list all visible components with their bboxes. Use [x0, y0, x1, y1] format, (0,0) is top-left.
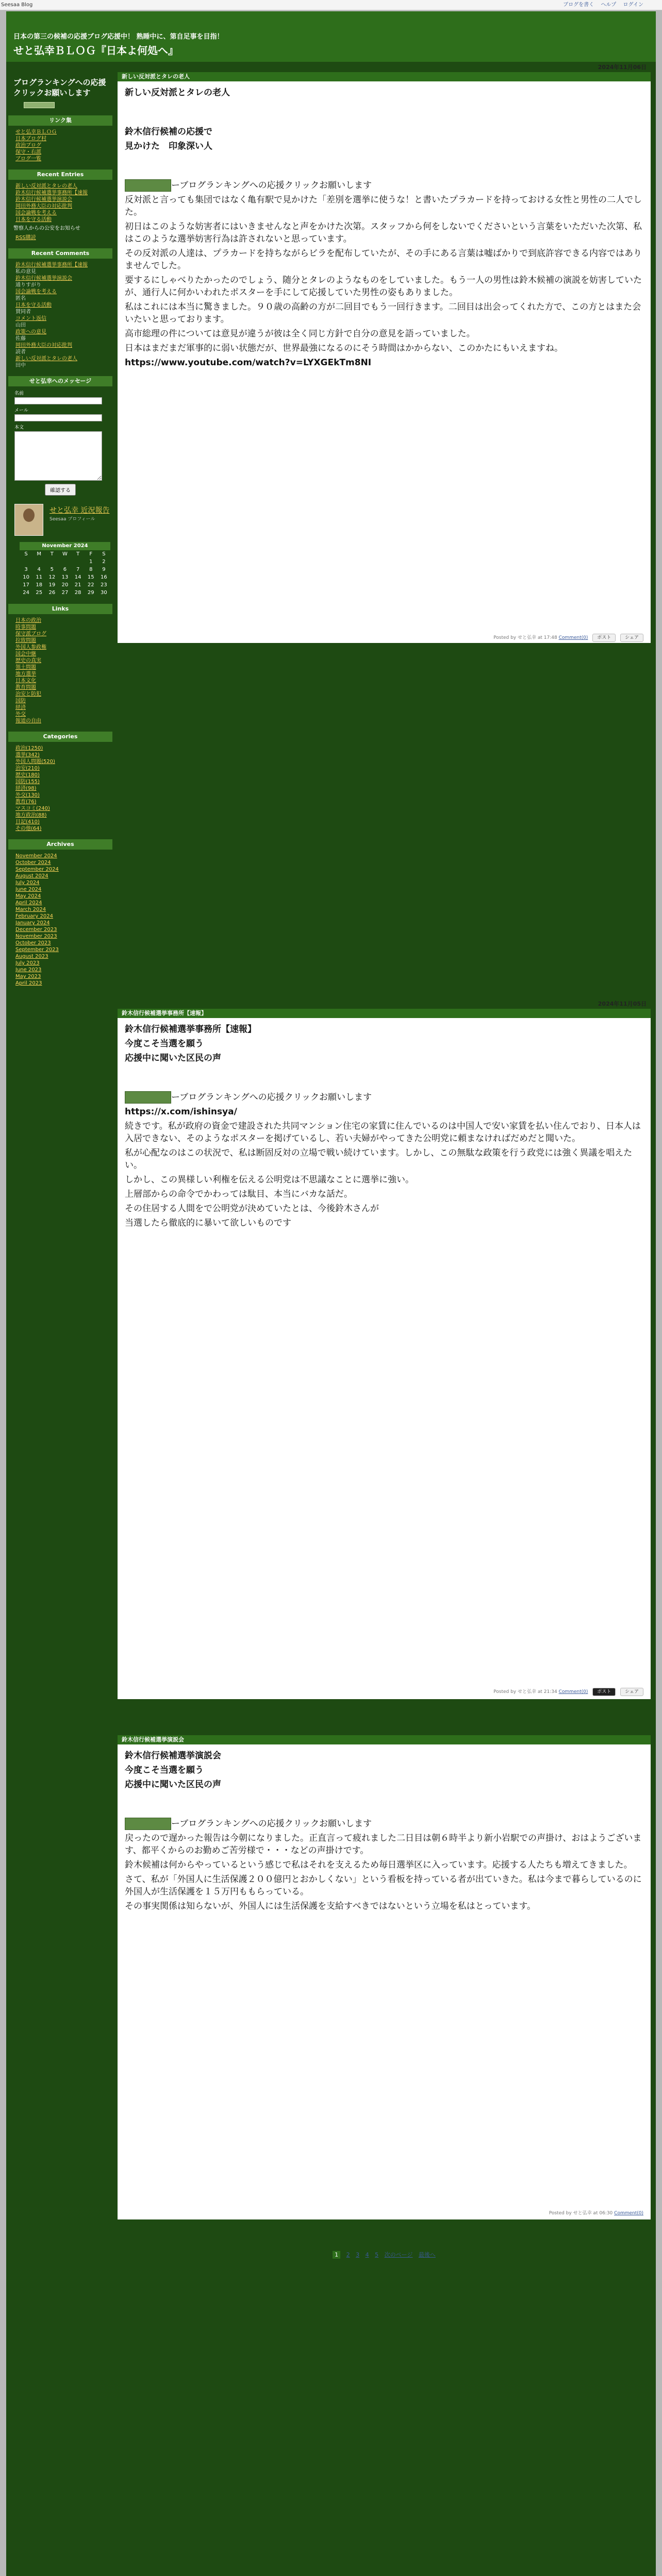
ranking-link[interactable]: 政治ブログ [15, 143, 41, 148]
recent-comments-heading: Recent Comments [8, 248, 112, 259]
recent-comment-link[interactable]: 佐藤 [15, 336, 26, 342]
profile-name[interactable]: せと弘幸 近況報告 [49, 506, 110, 515]
calendar-day[interactable]: 11 [36, 574, 43, 580]
post-heading-line: 新しい反対派とタレの老人 [125, 88, 230, 98]
links-heading: Links [8, 604, 112, 614]
recent-comment-link[interactable]: 匿名 [15, 296, 26, 301]
archive-link[interactable]: March 2024 [15, 907, 46, 912]
post-heading-line: 今度こそ当選を願う [125, 1765, 204, 1775]
body-textarea[interactable] [14, 431, 102, 481]
post-author: Posted by せと弘幸 at 06:30 [549, 2211, 613, 2216]
post-category-title[interactable]: 鈴木信行候補選挙演説会 [118, 1735, 651, 1744]
recent-comment-link[interactable]: 鈴木信行候補選挙事務所【速報 [15, 262, 88, 268]
body-label: 本文 [14, 425, 24, 430]
post-paragraph: その事実関係は知らないが、外国人には生活保護を支給すべきではないという立場を私はとっています。 [125, 1901, 536, 1911]
calendar-day[interactable]: 24 [23, 590, 29, 596]
category-link[interactable]: 選挙(342) [15, 752, 40, 758]
sidebar-link[interactable]: 経済 [15, 705, 26, 710]
post-paragraph: 上層部からの命令でかわっては駄目、本当にバカな話だ。 [125, 1189, 353, 1199]
recent-comment-link[interactable]: 読者 [15, 349, 26, 355]
archive-link[interactable]: July 2024 [15, 880, 40, 886]
archive-link[interactable]: June 2023 [15, 967, 42, 973]
sidebar-title: ブログランキングへの応援クリックお願いします [13, 78, 106, 97]
page-link[interactable]: 5 [375, 2251, 379, 2258]
post-paragraph: 私はこれには本当に驚きました。９０歳の高齢の方が二回目でもう一回行きます。二回目は出会ってくれた方で、この方とはまた会いたいと思っております。 [125, 302, 641, 325]
archive-link[interactable]: April 2023 [15, 980, 42, 986]
calendar-weekday: M [37, 551, 42, 557]
calendar-day[interactable]: 27 [61, 590, 69, 596]
calendar-day[interactable]: 18 [36, 582, 43, 588]
notice-text: 警察人からの公安をお知らせ [13, 226, 80, 231]
recent-entry-link[interactable]: 日本を守る活動 [15, 217, 52, 223]
calendar-day[interactable]: 9 [102, 567, 106, 572]
sidebar-link[interactable]: 国防 [15, 698, 26, 704]
post-date: 2024年11月06日 [598, 64, 647, 71]
categories-heading: Categories [8, 732, 112, 742]
ranking-link[interactable]: 日本ブログ村 [15, 136, 46, 142]
recent-comment-link[interactable]: 私の意見 [15, 269, 36, 275]
post-author: Posted by せと弘幸 at 17:48 [493, 635, 557, 640]
recent-comment-link[interactable]: コメント返信 [15, 316, 46, 321]
ranking-list [6, 129, 114, 162]
category-link[interactable]: 国防(155) [15, 779, 40, 785]
recent-entry-link[interactable]: 新しい反対派とタレの老人 [15, 183, 77, 189]
profile-sub[interactable]: Seesaa プロフィール [49, 517, 95, 522]
recent-comment-link[interactable]: 日本を守る活動 [15, 302, 52, 308]
ranking-banner[interactable] [125, 1091, 171, 1104]
category-link[interactable]: 教育(76) [15, 799, 37, 805]
post-category-title[interactable]: 新しい反対派とタレの老人 [118, 72, 651, 81]
category-link[interactable]: 外交(130) [15, 792, 40, 798]
calendar-day[interactable]: 2 [102, 559, 106, 565]
sidebar-link[interactable]: 保守派ブログ [15, 631, 46, 637]
avatar[interactable] [14, 504, 43, 536]
sidebar-link[interactable]: 治安と防犯 [15, 691, 41, 697]
calendar-weekday: S [24, 551, 28, 557]
blog-title[interactable]: せと弘幸ＢＬＯＧ『日本よ何処へ』 [13, 44, 178, 57]
calendar-day[interactable]: 13 [61, 574, 69, 580]
sidebar-link[interactable]: 時事問題 [15, 624, 36, 630]
calendar-month: November 2024 [20, 542, 110, 550]
calendar-day[interactable]: 26 [48, 590, 56, 596]
post-body [118, 1018, 651, 1229]
calendar [20, 542, 110, 597]
post-spacer [125, 1079, 643, 1091]
sidebar-link[interactable]: 日本の政治 [15, 618, 41, 623]
page-link[interactable]: 2 [346, 2251, 350, 2258]
recent-comment-link[interactable]: 国会論戦を考える [15, 289, 57, 295]
blog-post [118, 1001, 651, 1699]
archive-link[interactable]: September 2024 [15, 867, 59, 872]
post-paragraph: 日本はまだまだ軍事的に弱い状態だが、世界最強になるのにそう時間はかからない、このかたにもいえますね。 [125, 343, 563, 353]
calendar-day[interactable]: 30 [101, 590, 107, 596]
recent-comment-link[interactable]: 鈴木信行候補選挙演説会 [15, 276, 72, 281]
post-spacer [125, 1793, 643, 1805]
ranking-link[interactable]: 保守・右派 [15, 149, 41, 155]
blog-description: 日本の第三の候補の応援ブログ応援中！ 熟睡中に、第自足事を目指！ [13, 33, 224, 41]
archive-link[interactable]: February 2024 [15, 913, 53, 919]
calendar-weekday: S [102, 551, 106, 557]
sidebar-link[interactable]: 報道の自由 [15, 718, 41, 724]
post-paragraph: 高市総理の件については意見が違うが彼は全く同じ方針で自分の意見を語っていました。 [125, 329, 475, 339]
top-bar [0, 0, 662, 10]
category-link[interactable]: 歴史(180) [15, 772, 40, 778]
calendar-table [20, 550, 110, 597]
archive-link[interactable]: January 2024 [15, 920, 50, 926]
archive-link[interactable]: June 2024 [15, 887, 42, 892]
page-current: 1 [333, 2251, 340, 2259]
calendar-day[interactable]: 16 [101, 574, 107, 580]
calendar-day [72, 558, 85, 566]
archive-link[interactable]: December 2023 [15, 927, 57, 933]
sidebar-link[interactable]: 地方選挙 [15, 671, 36, 677]
sidebar-link[interactable]: 日本文化 [15, 678, 36, 684]
archives-heading: Archives [8, 839, 112, 850]
facebook-share-button[interactable]: シェア [620, 634, 643, 642]
ranking-link[interactable]: ブログ一覧 [15, 156, 41, 162]
post-share-button[interactable]: ポスト [592, 1688, 616, 1696]
blog-post [118, 1735, 651, 2219]
archive-link[interactable]: October 2024 [15, 860, 51, 866]
calendar-day[interactable]: 25 [36, 590, 43, 596]
calendar-day[interactable]: 5 [50, 567, 54, 572]
post-heading-line: 鈴木信行候補選挙事務所【速報】 [125, 1024, 256, 1035]
post-spacer [125, 167, 643, 179]
ranking-cta [125, 1091, 643, 1104]
post-paragraph: 戻ったので遅かった報告は今朝になりました。正直言って疲れました二日目は朝６時半より新小岩駅での声掛け、おはようございます、都平くからのお勤めご苦労様で・・・などの声掛けです。 [125, 1833, 642, 1856]
post-paragraph: 鈴木候補は何からやっているという感じで私はそれを支えるため毎日選挙区に入っています。応援する人たちも増えてきました。 [125, 1860, 633, 1870]
archive-link[interactable]: November 2024 [15, 853, 57, 859]
post-heading-line: 応援中に聞いた区民の声 [125, 1053, 221, 1063]
archive-link[interactable]: August 2024 [15, 873, 48, 879]
sidebar-link[interactable]: 領土問題 [15, 665, 36, 670]
category-link[interactable]: 治安(210) [15, 766, 40, 771]
sidebar-link[interactable]: 国会中継 [15, 651, 36, 657]
ranking-cta-text: ーブログランキングへの応援クリックお願いします [171, 1819, 372, 1829]
confirm-button[interactable]: 確認する [45, 484, 76, 496]
calendar-day [20, 558, 32, 566]
archive-link[interactable]: July 2023 [15, 960, 40, 966]
post-heading-line: 鈴木信行候補選挙演説会 [125, 1751, 221, 1761]
sidebar-link[interactable]: 外国人参政権 [15, 645, 46, 650]
recent-comment-link[interactable]: 山田 [15, 323, 26, 328]
comment-link[interactable]: Comment(0) [558, 1689, 588, 1694]
email-input[interactable] [14, 414, 102, 421]
calendar-day[interactable]: 1 [89, 559, 93, 565]
calendar-day[interactable]: 7 [76, 567, 80, 572]
recent-entries-heading: Recent Entries [8, 170, 112, 180]
calendar-day[interactable]: 10 [23, 574, 29, 580]
calendar-day [58, 558, 71, 566]
post-date: 2024年11月05日 [598, 1001, 647, 1007]
recent-entries-list [6, 183, 114, 223]
post-spacer [125, 101, 643, 113]
sidebar-link[interactable]: 拉致問題 [15, 638, 36, 643]
post-footer [549, 2209, 643, 2216]
category-link[interactable]: 日記(410) [15, 819, 40, 825]
comment-link[interactable]: Comment(0) [558, 635, 588, 640]
recent-comment-link[interactable]: 新しい反対派とタレの老人 [15, 356, 77, 362]
category-link[interactable]: 外国人問題(520) [15, 759, 55, 765]
links-list [6, 617, 114, 724]
archives-list [6, 853, 114, 987]
post-spacer [125, 155, 643, 167]
name-label: 名前 [14, 391, 24, 396]
profile [6, 504, 114, 541]
recent-comment-link[interactable]: 政策への意見 [15, 329, 46, 335]
calendar-day[interactable]: 14 [74, 574, 81, 580]
post-paragraph: 要するにしゃべりたかったのでしょう、随分とタレのようなものをしていました。もう一人の男性は鈴木候補の演説を妨害していたが、通行人に何かいわれたポスターを手にして応援していた男性の姿もありました。 [125, 275, 642, 298]
post-paragraph: https://x.com/ishinsya/ [125, 1107, 237, 1117]
ranking-heading: リンク集 [8, 115, 112, 126]
recent-entry-link[interactable]: 鈴木信行候補選挙演説会 [15, 197, 72, 202]
calendar-day[interactable]: 19 [48, 582, 56, 588]
post-category-title[interactable]: 鈴木信行候補選挙事務所【速報】 [118, 1009, 651, 1018]
calendar-day[interactable]: 4 [37, 567, 41, 572]
calendar-day[interactable]: 23 [101, 582, 107, 588]
categories-list [6, 745, 114, 832]
name-input[interactable] [14, 397, 102, 404]
archive-link[interactable]: May 2023 [15, 974, 41, 979]
message-form [6, 389, 114, 496]
post-heading-line: 鈴木信行候補の応援で [125, 127, 212, 137]
archive-link[interactable]: September 2023 [15, 947, 59, 953]
category-link[interactable]: その他(64) [15, 826, 42, 832]
archive-link[interactable]: August 2023 [15, 954, 48, 959]
post-body [118, 1744, 651, 1912]
calendar-day[interactable]: 21 [74, 582, 81, 588]
post-paragraph: その反対派の人達は、プラカードを持ちながらビラを配布していたが、その手にある言葉は嘘ばかりで到底許容できる内容ではありませんでした。 [125, 248, 642, 271]
post-spacer [125, 113, 643, 126]
calendar-day[interactable]: 29 [87, 590, 94, 596]
blog-post [118, 64, 651, 643]
page-link[interactable]: 3 [356, 2251, 360, 2258]
post-footer [493, 1688, 643, 1696]
calendar-weekday: F [89, 551, 93, 557]
post-spacer [125, 1805, 643, 1818]
sidebar [6, 77, 114, 987]
blog-header [6, 11, 656, 62]
post-footer [493, 634, 643, 642]
post-spacer [125, 1066, 643, 1079]
recent-comment-link[interactable]: 岡田外務大臣の対応批判 [15, 343, 72, 348]
recent-comment-link[interactable]: 賛同者 [15, 309, 31, 315]
archive-link[interactable]: October 2023 [15, 940, 51, 946]
archive-link[interactable]: November 2023 [15, 934, 57, 939]
ranking-link[interactable]: せと弘幸ＢＬＯＧ [15, 129, 57, 135]
category-link[interactable]: 政治(1250) [15, 745, 43, 751]
calendar-day[interactable]: 15 [87, 574, 94, 580]
calendar-day[interactable]: 3 [24, 567, 28, 572]
recent-entry-link[interactable]: 鈴木信行候補選挙事務所【速報 [15, 190, 88, 196]
post-author: Posted by せと弘幸 at 21:34 [493, 1689, 557, 1694]
sidebar-link[interactable]: 歴史の真実 [15, 658, 41, 664]
email-label: メール [14, 408, 28, 413]
comment-link[interactable]: Comment(0) [614, 2211, 643, 2216]
ranking-cta-text: ーブログランキングへの応援クリックお願いします [171, 1092, 372, 1103]
top-link-login[interactable]: ログイン [623, 2, 643, 8]
sidebar-link[interactable]: 外交 [15, 711, 26, 717]
calendar-day[interactable]: 28 [74, 590, 81, 596]
post-heading-line: 応援中に聞いた区民の声 [125, 1780, 221, 1790]
top-link-help[interactable]: ヘルプ [601, 2, 617, 8]
message-heading: せと弘幸へのメッセージ [8, 376, 112, 386]
recent-comment-link[interactable]: 通りすがり [15, 282, 41, 288]
category-link[interactable]: マスコミ(240) [15, 806, 50, 811]
recent-entry-link[interactable]: 国会論戦を考える [15, 210, 57, 216]
ranking-banner[interactable] [24, 102, 55, 108]
pagination [118, 2250, 651, 2259]
archive-link[interactable]: May 2024 [15, 893, 41, 899]
calendar-day[interactable]: 20 [61, 582, 69, 588]
recent-comment-link[interactable]: 田中 [15, 363, 26, 368]
post-heading-line: 今度こそ当選を願う [125, 1039, 204, 1049]
top-link-write[interactable]: ブログを書く [563, 2, 594, 8]
calendar-day[interactable]: 22 [87, 582, 94, 588]
post-paragraph: 初日はこのような妨害者にはいきませんなと声をかけた次第。スタッフから何をしないでくださいという言葉をいただいた次第、私はこのような選挙妨害行為は許されないと思っています。 [125, 222, 642, 244]
recent-comments-list [6, 262, 114, 369]
sidebar-link[interactable]: 教育問題 [15, 685, 36, 690]
recent-entry-link[interactable]: 岡田外務大臣の対応批判 [15, 204, 72, 209]
calendar-day[interactable]: 6 [63, 567, 67, 572]
post-body [118, 81, 651, 369]
post-paragraph: さて、私が「外国人に生活保護２００億円とおかしくない」という看板を持っている者が出ていきた。私は今まで暮らしているのに外国人が生活保護を１５万円ももらっている。 [125, 1874, 642, 1897]
ranking-banner[interactable] [125, 179, 171, 192]
next-page-link[interactable]: 次のページ [384, 2251, 413, 2258]
calendar-day [45, 558, 58, 566]
post-paragraph: 私が心配なのはこの状況で、私は断固反対の立場で戦い続けています。しかし、この無駄な政策を行う政党には強く異議を唱えたい。 [125, 1148, 633, 1171]
post-paragraph: 当選したら徹底的に暴いて欲しいものです [125, 1218, 291, 1228]
seesaa-label[interactable]: Seesaa Blog [1, 2, 33, 8]
facebook-share-button[interactable]: シェア [620, 1688, 643, 1696]
calendar-weekday: T [76, 551, 80, 557]
archive-link[interactable]: April 2024 [15, 900, 42, 906]
post-share-button[interactable]: ポスト [592, 634, 616, 642]
post-paragraph: しかし、この異様しい利権を伝える公明党は不思議なことに選挙に強い。 [125, 1175, 414, 1185]
top-links [558, 0, 643, 10]
calendar-weekday: W [62, 551, 68, 557]
ranking-cta-text: ーブログランキングへの応援クリックお願いします [171, 180, 372, 191]
last-page-link[interactable]: 最後へ [418, 2251, 436, 2258]
calendar-day[interactable]: 8 [89, 567, 93, 572]
post-heading-line: 見かけた 印象深い人 [125, 141, 212, 151]
calendar-day [32, 558, 45, 566]
calendar-weekday: T [50, 551, 54, 557]
post-paragraph: 反対派と言っても集団ではなく亀有駅で見かけた「差別を選挙に使うな！と書いたプラカードを持っておける女性と男性の二人でした。 [125, 195, 642, 217]
post-paragraph: 続きです。私が政府の資金で建設された共同マンション住宅の家賃に住んでいるのは中国人で安い家賃を払い住んでおり、日本人は入居できない、そのようなポスターを掲げているし、若い夫婦がやってきた公明党に頼まなければだめだと聞いた。 [125, 1121, 641, 1144]
ranking-cta [125, 179, 643, 192]
calendar-day[interactable]: 12 [48, 574, 56, 580]
category-link[interactable]: 地方政治(88) [15, 812, 47, 818]
ranking-banner[interactable] [125, 1818, 171, 1830]
calendar-day[interactable]: 17 [23, 582, 29, 588]
category-link[interactable]: 経済(98) [15, 786, 37, 791]
post-paragraph: その住居する人間をで公明党が決めていたとは、今後鈴木さんが [125, 1204, 379, 1214]
post-paragraph: https://www.youtube.com/watch?v=LYXGEkTm8NI [125, 358, 372, 368]
rss-link[interactable]: RSS購読 [15, 235, 36, 241]
ranking-cta [125, 1818, 643, 1830]
page-link[interactable]: 4 [365, 2251, 369, 2258]
